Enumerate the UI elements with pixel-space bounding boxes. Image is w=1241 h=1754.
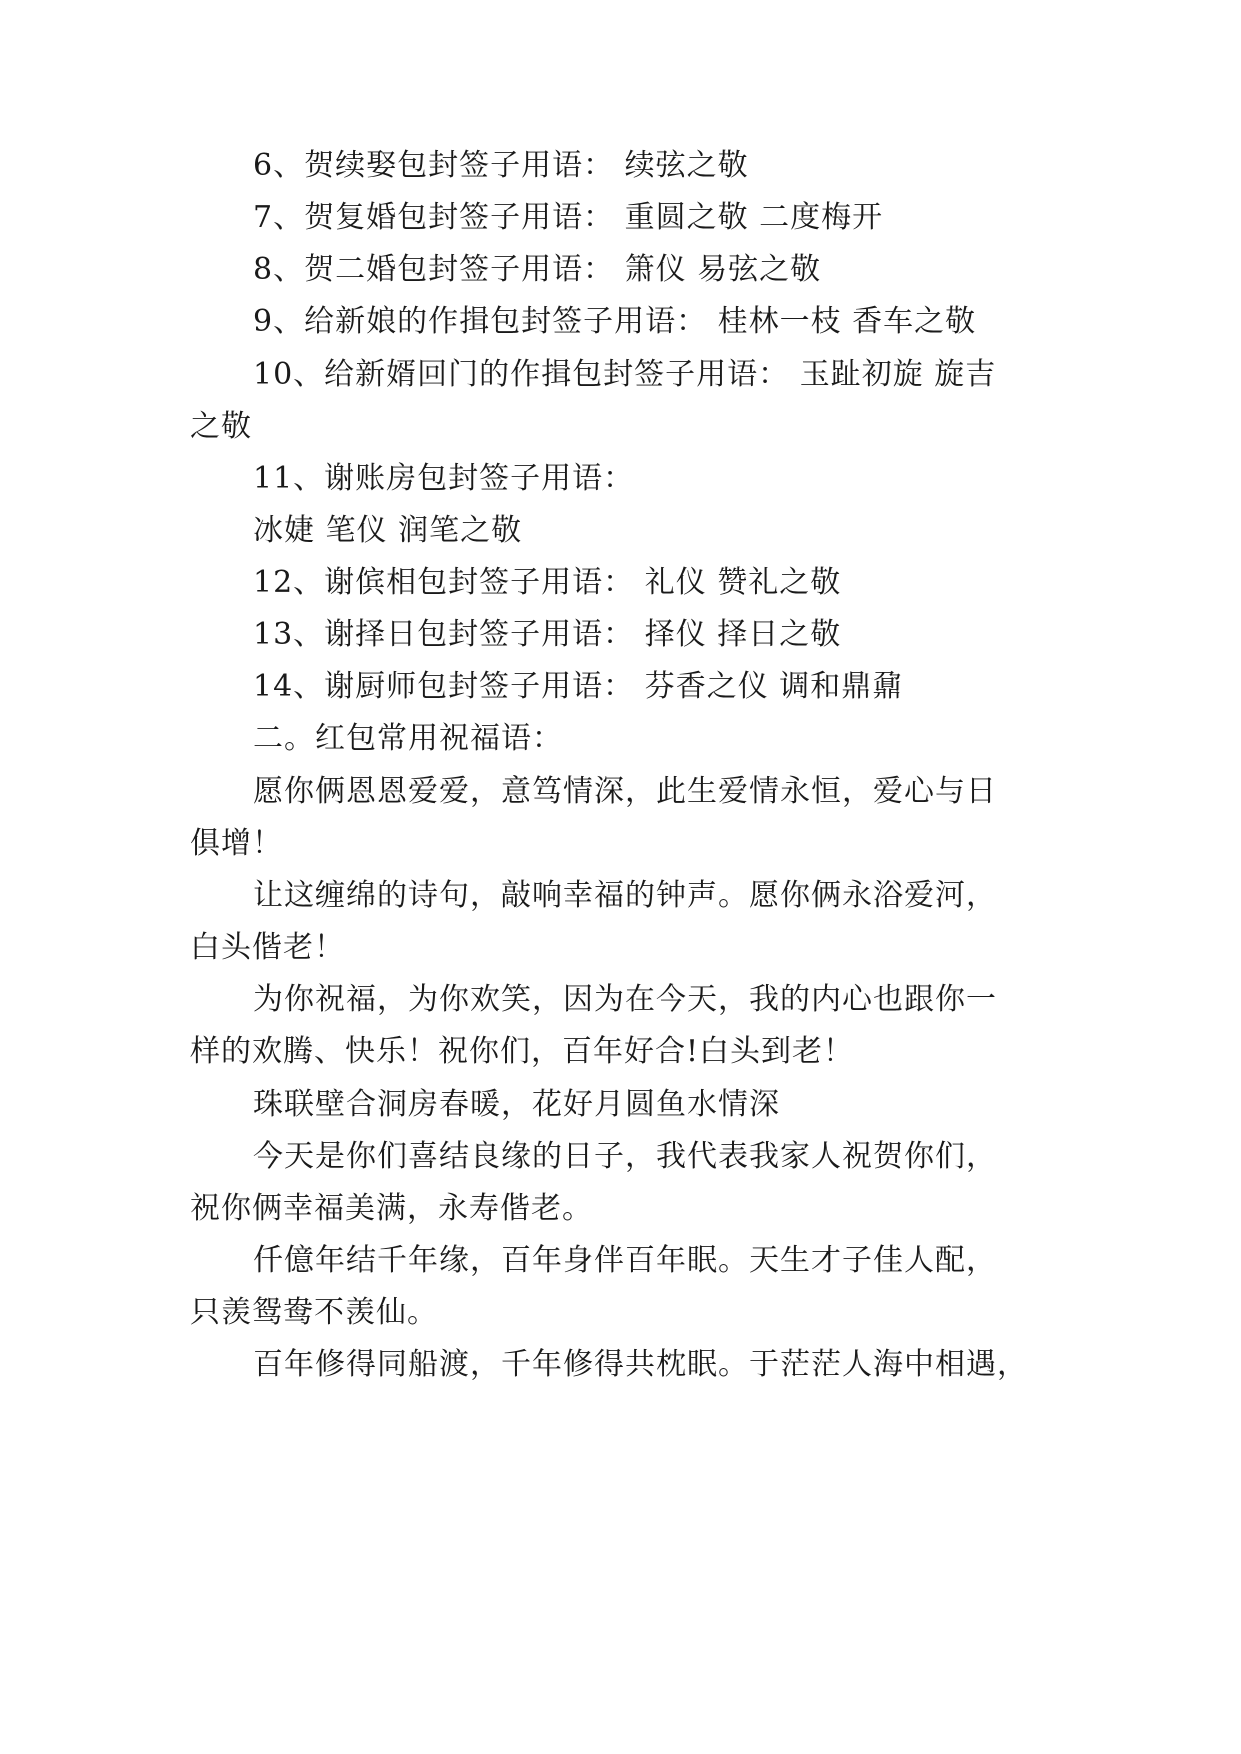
text-line: 之敬 [190,409,252,444]
text-line: 14、谢厨师包封签子用语： 芬香之仪 调和鼎鼐 [253,669,904,704]
text-line: 13、谢择日包封签子用语： 择仪 择日之敬 [253,617,842,652]
text-line: 今天是你们喜结良缘的日子，我代表我家人祝贺你们， [253,1139,997,1174]
text-line: 只羡鸳鸯不羡仙。 [190,1295,438,1330]
text-line: 样的欢腾、快乐！祝你们，百年好合!白头到老！ [190,1034,855,1069]
text-line: 祝你俩幸福美满，永寿偕老。 [190,1191,593,1226]
text-line: 俱增！ [190,826,283,861]
text-line: 为你祝福，为你欢笑，因为在今天，我的内心也跟你一 [253,982,997,1017]
text-line: 10、给新婿回门的作揖包封签子用语： 玉趾初旋 旋吉 [253,357,997,392]
text-line: 8、贺二婚包封签子用语： 箫仪 易弦之敬 [253,252,822,287]
text-line: 7、贺复婚包封签子用语： 重圆之敬 二度梅开 [253,200,884,235]
text-line: 珠联壁合洞房春暖，花好月圆鱼水情深 [253,1087,780,1122]
text-line: 12、谢傧相包封签子用语： 礼仪 赞礼之敬 [253,565,842,600]
text-line: 愿你俩恩恩爱爱，意笃情深，此生爱情永恒，爱心与日 [253,774,997,809]
text-line: 仟億年结千年缘，百年身伴百年眠。天生才子佳人配， [253,1243,997,1278]
text-line: 百年修得同船渡，千年修得共枕眠。于茫茫人海中相遇， [253,1347,1028,1382]
text-line: 白头偕老！ [190,930,345,965]
section-heading: 二。红包常用祝福语： [253,721,563,756]
text-line: 9、给新娘的作揖包封签子用语： 桂林一枝 香车之敬 [253,304,977,339]
text-line: 6、贺续娶包封签子用语： 续弦之敬 [253,148,749,183]
text-line: 让这缠绵的诗句，敲响幸福的钟声。愿你俩永浴爱河， [253,878,997,913]
text-line: 冰婕 笔仪 润笔之敬 [253,513,523,548]
text-line: 11、谢账房包封签子用语： [253,461,635,496]
